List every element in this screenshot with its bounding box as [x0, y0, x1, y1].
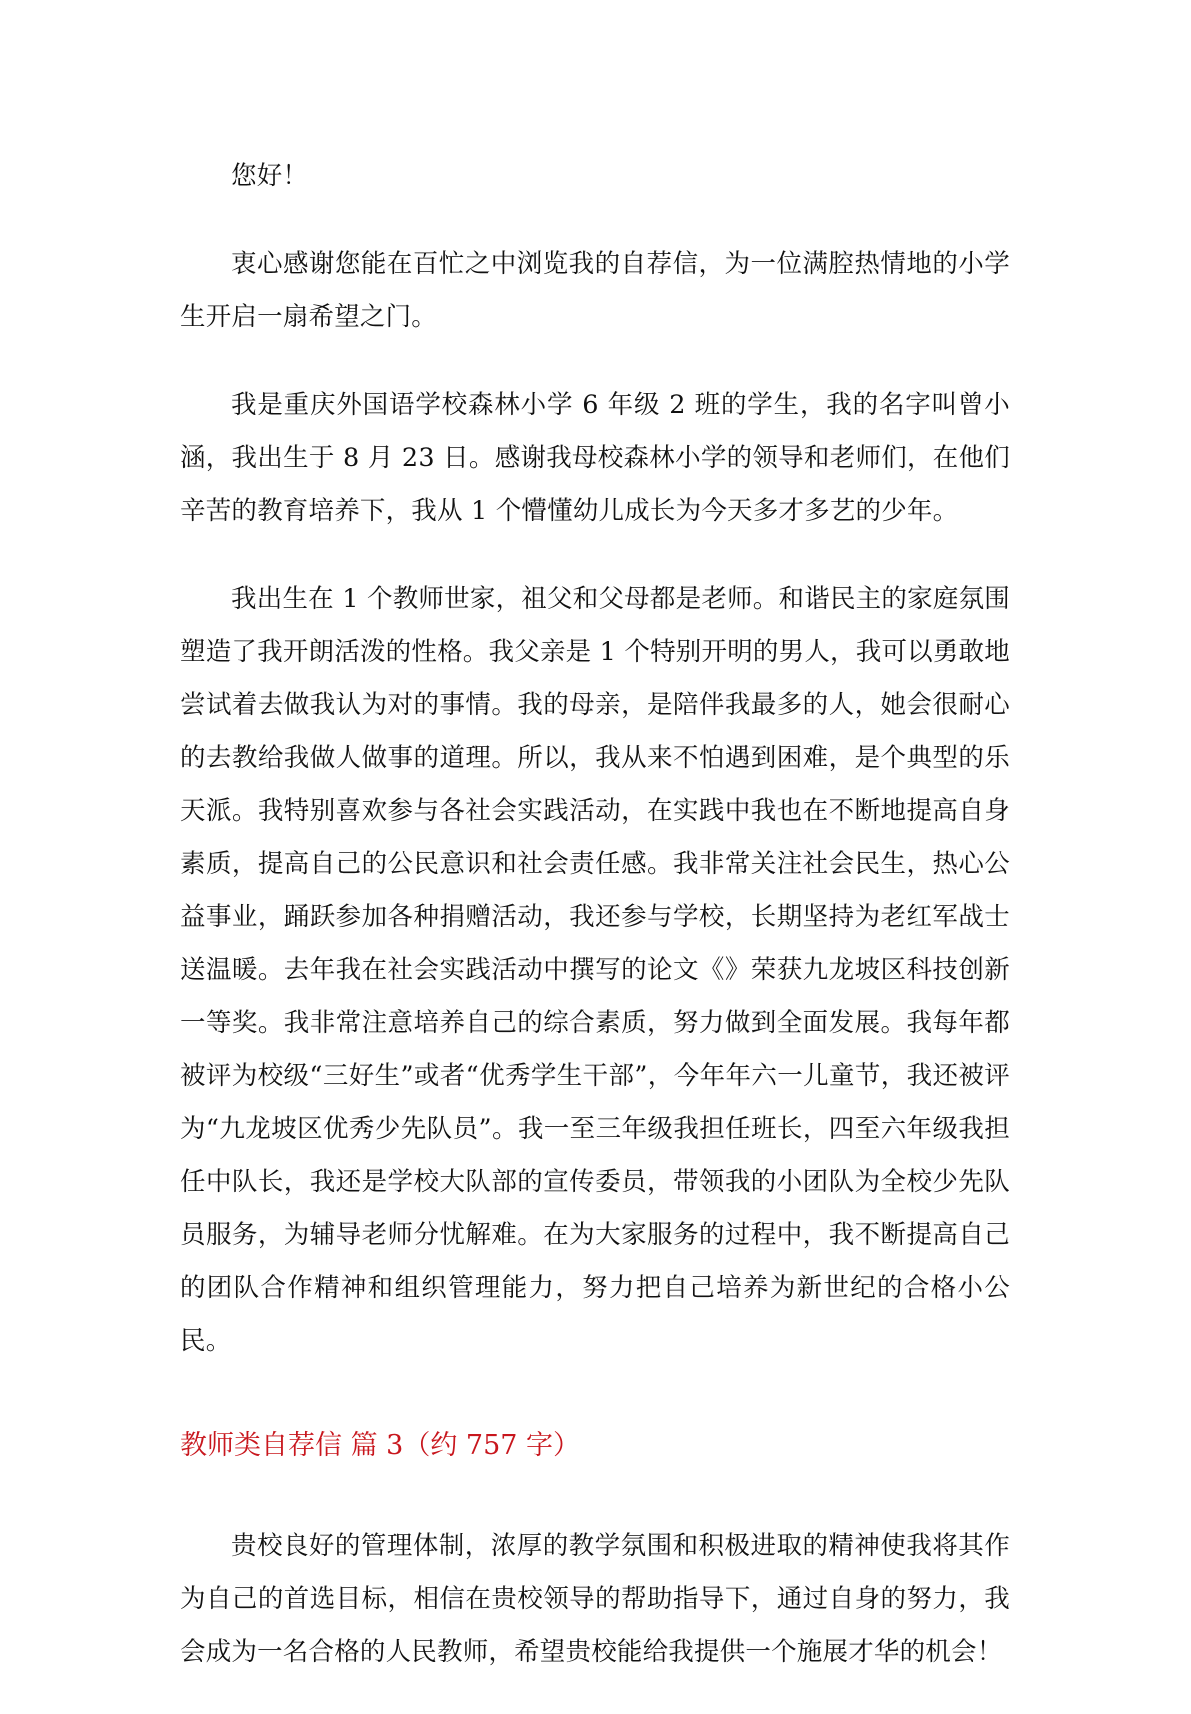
- introduction-paragraph: 我是重庆外国语学校森林小学 6 年级 2 班的学生，我的名字叫曾小涵，我出生于 8 月 23 日。感谢我母校森林小学的领导和老师们，在他们辛苦的教育培养下，我从 1 个懵懂幼儿成长为今天多才多艺的少年。: [180, 390, 1010, 526]
- document-body: [180, 150, 1010, 1714]
- background-paragraph: 我出生在 1 个教师世家，祖父和父母都是老师。和谐民主的家庭氛围塑造了我开朗活泼的性格。我父亲是 1 个特别开明的男人，我可以勇敢地尝试着去做我认为对的事情。我的母亲，是陪伴我最多的人，她会很耐心的去教给我做人做事的道理。所以，我从来不怕遇到困难，是个典型的乐天派。我特别喜欢参与各社会实践活动，在实践中我也在不断地提高自身素质，提高自己的公民意识和社会责任感。我非常关注社会民生，热心公益事业，踊跃参加各种捐赠活动，我还参与学校，长期坚持为老红军战士送温暖。去年我在社会实践活动中撰写的论文《》荣获九龙坡区科技创新一等奖。我非常注意培养自己的综合素质，努力做到全面发展。我每年都被评为校级“三好生”或者“优秀学生干部”，今年年六一儿童节，我还被评为“九龙坡区优秀少先队员”。我一至三年级我担任班长，四至六年级我担任中队长，我还是学校大队部的宣传委员，带领我的小团队为全校少先队员服务，为辅导老师分忧解难。在为大家服务的过程中，我不断提高自己的团队合作精神和组织管理能力，努力把自己培养为新世纪的合格小公民。: [180, 584, 1010, 1356]
- teacher-letter-paragraph: 贵校良好的管理体制，浓厚的教学氛围和积极进取的精神使我将其作为自己的首选目标，相信在贵校领导的帮助指导下，通过自身的努力，我会成为一名合格的人民教师，希望贵校能给我提供一个施展才华的机会！: [180, 1531, 1010, 1667]
- greeting-paragraph: 您好！: [231, 161, 309, 191]
- section-heading: 教师类自荐信 篇 3（约 757 字）: [180, 1430, 581, 1461]
- thanks-paragraph: 衷心感谢您能在百忙之中浏览我的自荐信，为一位满腔热情地的小学生开启一扇希望之门。: [180, 249, 1010, 332]
